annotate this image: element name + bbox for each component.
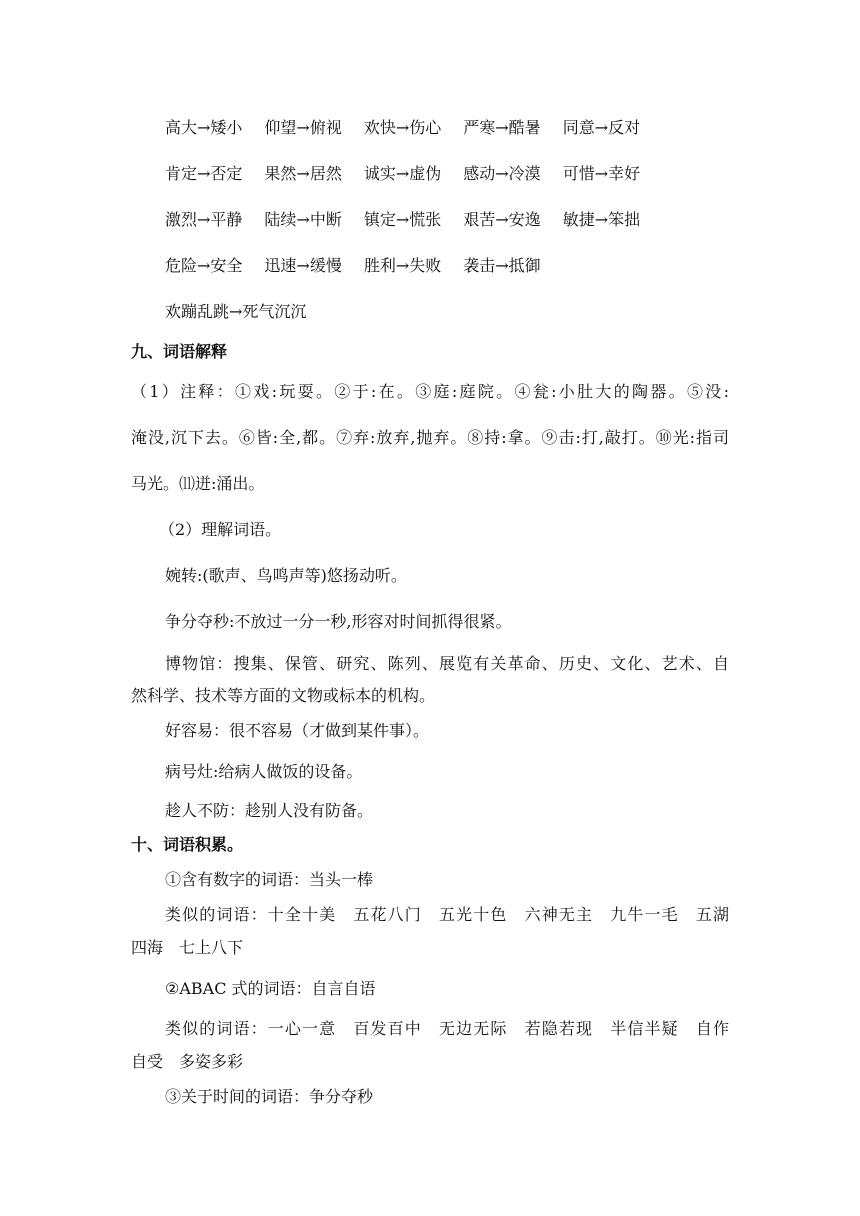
- accumulation-item-2: ②ABAC 式的词语：自言自语: [165, 979, 376, 998]
- antonym-pair: 仰望→俯视: [264, 118, 342, 137]
- definition-bowuguan-line-2: 然科学、技术等方面的文物或标本的机构。: [131, 686, 436, 705]
- antonym-pair: 感动→冷漠: [463, 164, 541, 183]
- accumulation-item-1: ①含有数字的词语：当头一棒: [165, 870, 374, 889]
- section-9-heading: 九、词语解释: [131, 342, 228, 361]
- antonym-pair: 迅速→缓慢: [264, 256, 342, 275]
- antonym-pair: 激烈→平静: [165, 210, 243, 229]
- antonym-pair: 高大→矮小: [165, 118, 243, 137]
- section-10-heading: 十、词语积累。: [131, 835, 244, 854]
- antonym-row-2: [165, 163, 662, 185]
- definition-haorongyi: 好容易：很不容易（才做到某件事）。: [165, 721, 430, 740]
- antonym-pair: 诚实→虚伪: [363, 164, 442, 183]
- antonym-pair: 艰苦→安逸: [463, 210, 541, 229]
- definition-chenren: 趁人不防：趁别人没有防备。: [165, 801, 374, 820]
- antonym-pair: 敏捷→笨拙: [562, 210, 641, 229]
- antonym-pair: 肯定→否定: [165, 164, 243, 183]
- antonym-pair: 同意→反对: [562, 118, 641, 137]
- definition-zhengfen: 争分夺秒:不放过一分一秒,形容对时间抓得很紧。: [165, 612, 512, 631]
- definition-wanzhuan: 婉转:(歌声、鸟鸣声等)悠扬动听。: [165, 566, 407, 585]
- similar-words-2-line-1: 类似的词语：一心一意 百发百中 无边无际 若隐若现 半信半疑 自作: [165, 1019, 729, 1038]
- antonym-row-4: [165, 255, 563, 277]
- antonym-row-1: [165, 117, 662, 139]
- definition-binghaozao: 病号灶:给病人做饭的设备。: [165, 762, 363, 781]
- antonym-pair: 胜利→失败: [363, 256, 442, 275]
- similar-words-1-line-1: 类似的词语：十全十美 五花八门 五光十色 六神无主 九牛一毛 五湖: [165, 905, 729, 924]
- similar-words-2-line-2: 自受 多姿多彩: [131, 1052, 244, 1071]
- definition-bowuguan-line-1: 博物馆：搜集、保管、研究、陈列、展览有关革命、历史、文化、艺术、自: [165, 654, 729, 673]
- antonym-pair: 果然→居然: [264, 164, 342, 183]
- antonym-pair: 欢蹦乱跳→死气沉沉: [165, 302, 307, 321]
- antonym-pair: 欢快→伤心: [363, 118, 442, 137]
- antonym-pair: 袭击→抵御: [463, 256, 541, 275]
- antonym-row-5: [165, 301, 328, 323]
- notes-line-2: 淹没,沉下去。⑥皆:全,都。⑦弃:放弃,抛弃。⑧持:拿。⑨击:打,敲打。⑩光:指司: [131, 428, 729, 447]
- antonym-pair: 严寒→酷暑: [463, 118, 541, 137]
- antonym-pair: 镇定→慌张: [363, 210, 442, 229]
- notes-line-1: （1）注释：①戏:玩耍。②于:在。③庭:庭院。④瓮:小肚大的陶器。⑤没:: [131, 382, 729, 401]
- notes-line-3: 马光。⑾迸:涌出。: [131, 474, 265, 493]
- antonym-pair: 危险→安全: [165, 256, 243, 275]
- accumulation-item-3: ③关于时间的词语：争分夺秒: [165, 1087, 374, 1106]
- understand-title: （2）理解词语。: [159, 520, 282, 539]
- similar-words-1-line-2: 四海 七上八下: [131, 938, 244, 957]
- antonym-row-3: [165, 209, 662, 231]
- antonym-pair: 陆续→中断: [264, 210, 342, 229]
- antonym-pair: 可惜→幸好: [562, 164, 641, 183]
